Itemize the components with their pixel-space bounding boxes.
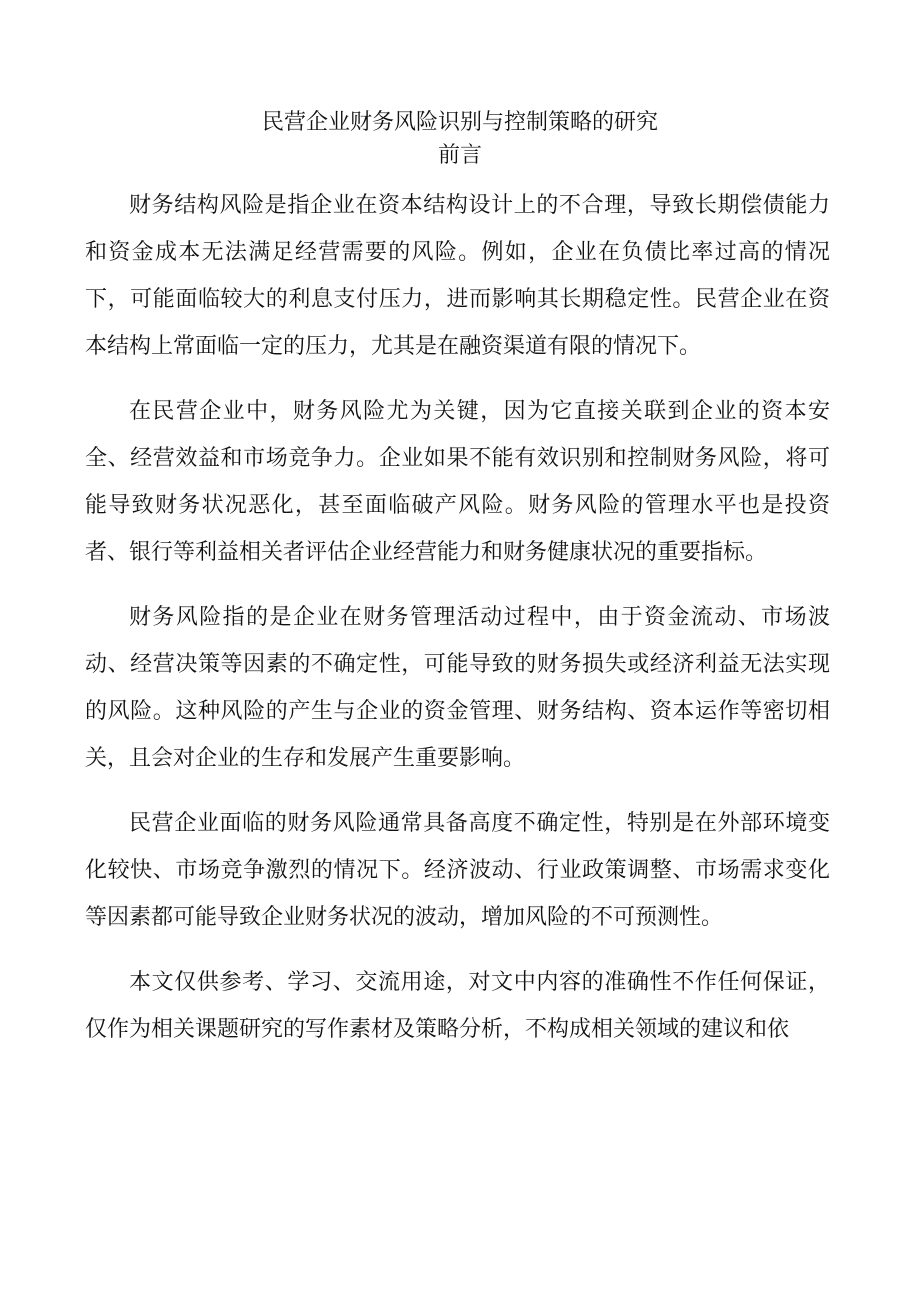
paragraph-2: 在民营企业中，财务风险尤为关键，因为它直接关联到企业的资本安全、经营效益和市场竞争力。企业如果不能有效识别和控制财务风险，将可能导致财务状况恶化，甚至面临破产风险。财务风险的管理水平也是投资者、银行等利益相关者评估企业经营能力和财务健康状况的重要指标。 — [85, 399, 830, 565]
paragraph-1: 财务结构风险是指企业在资本结构设计上的不合理，导致长期偿债能力和资金成本无法满足经营需要的风险。例如，企业在负债比率过高的情况下，可能面临较大的利息支付压力，进而影响其长期稳定性。民营企业在资本结构上常面临一定的压力，尤其是在融资渠道有限的情况下。 — [85, 193, 830, 359]
paragraph-5: 本文仅供参考、学习、交流用途，对文中内容的准确性不作任何保证，仅作为相关课题研究的写作素材及策略分析，不构成相关领域的建议和依 — [85, 970, 830, 1042]
document-title: 民营企业财务风险识别与控制策略的研究 — [261, 110, 658, 135]
paragraph-4: 民营企业面临的财务风险通常具备高度不确定性，特别是在外部环境变化较快、市场竞争激烈的情况下。经济波动、行业政策调整、市场需求变化等因素都可能导致企业财务状况的波动，增加风险的不可预测性。 — [85, 811, 830, 930]
document-body — [85, 182, 830, 1071]
section-heading: 前言 — [437, 143, 482, 168]
paragraph-3: 财务风险指的是企业在财务管理活动过程中，由于资金流动、市场波动、经营决策等因素的不确定性，可能导致的财务损失或经济利益无法实现的风险。这种风险的产生与企业的资金管理、财务结构、资本运作等密切相关，且会对企业的生存和发展产生重要影响。 — [85, 605, 830, 771]
